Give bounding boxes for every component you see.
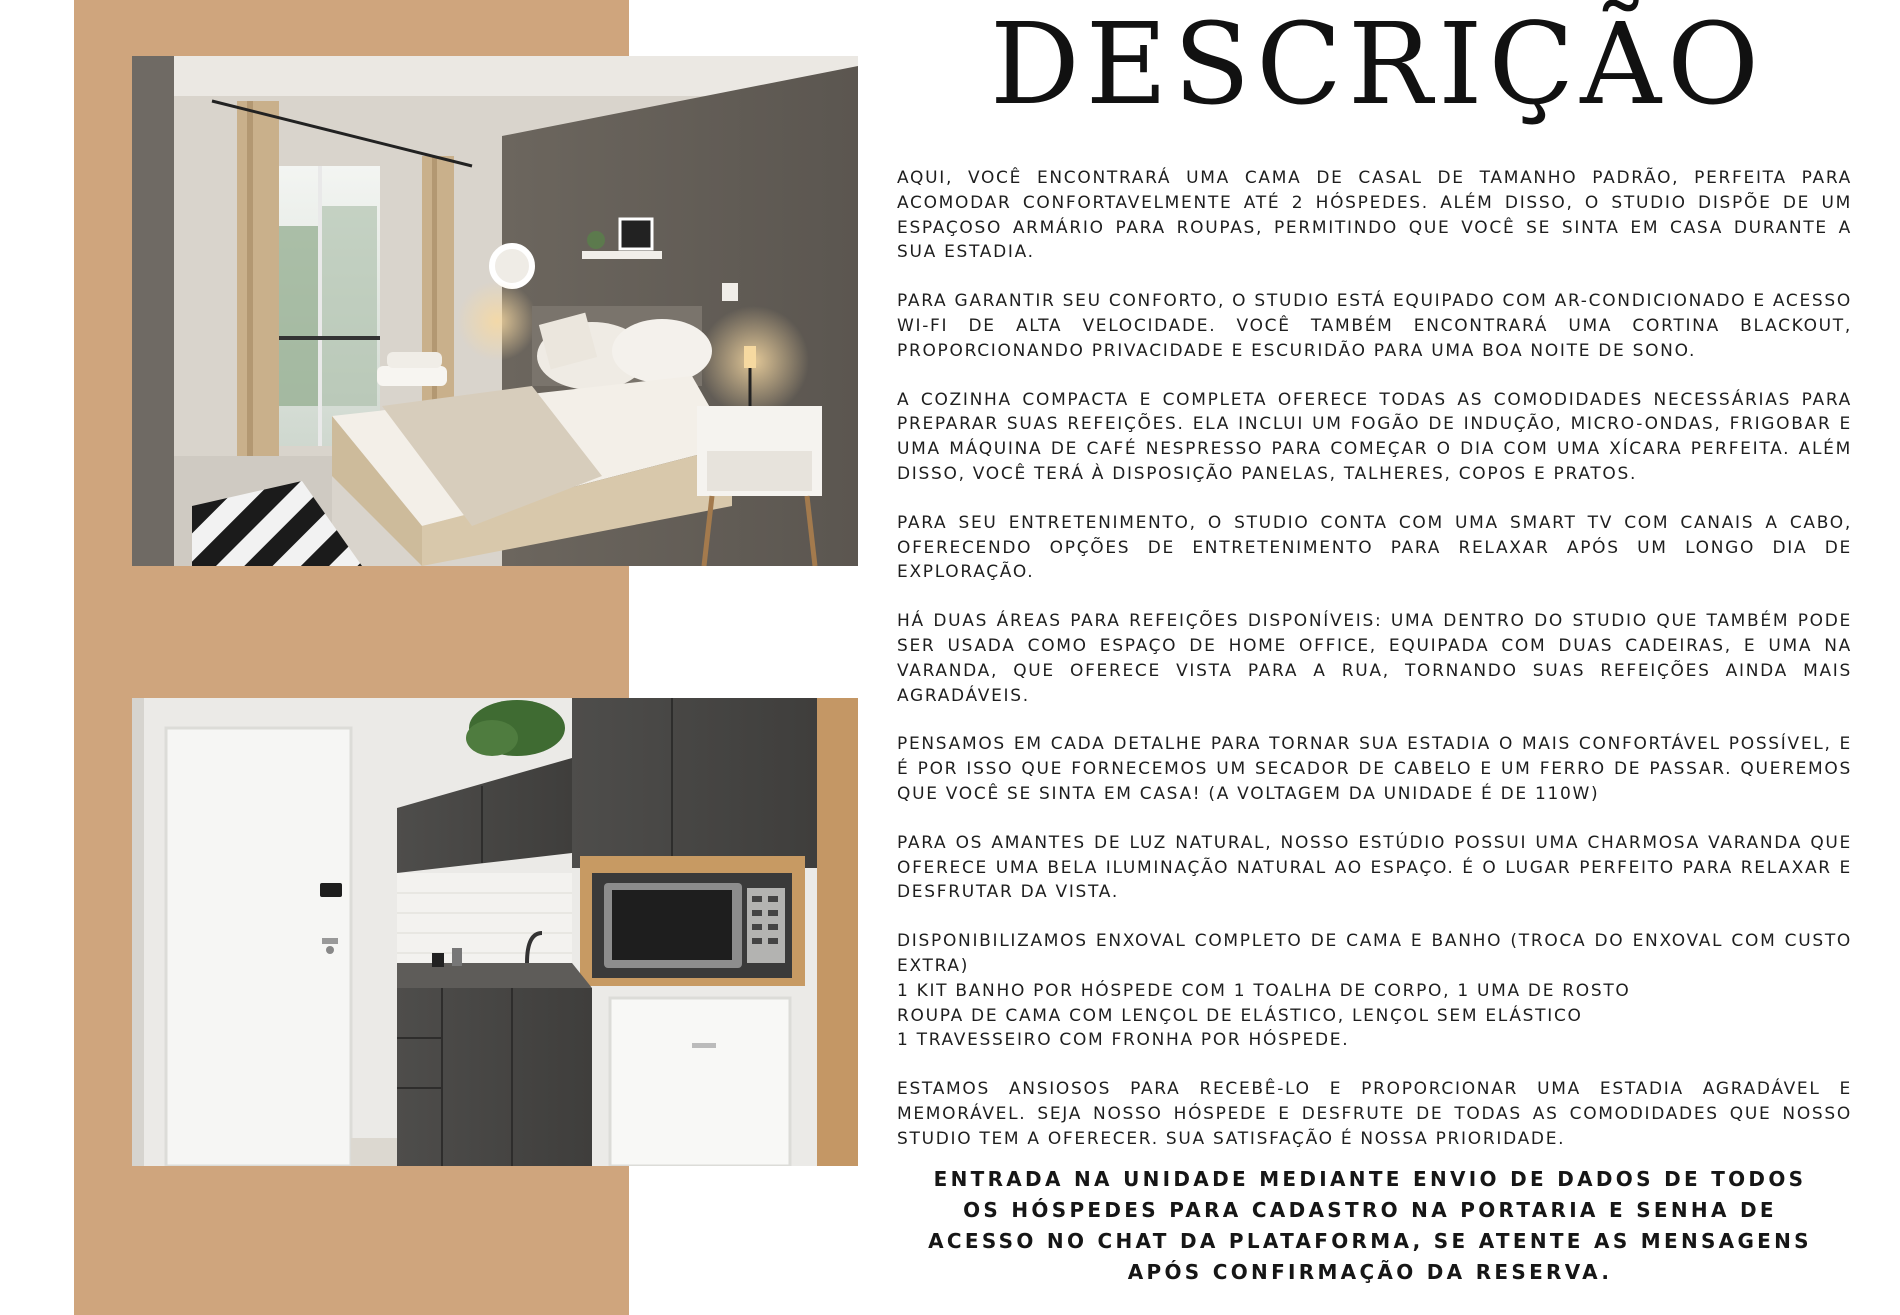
paragraph-comfort: PARA GARANTIR SEU CONFORTO, O STUDIO ESTÁ EQUIPADO COM AR-CONDICIONADO E ACESSO WI-FI DE ALTA VELOCIDADE. VOCÊ TAMBÉM ENCONTRARÁ UMA CORTINA BLACKOUT, PROPORCIONANDO PRIVACIDADE E ESCURIDÃO PARA UMA BOA NOITE DE SONO. <box>897 291 1852 361</box>
linens-item: 1 TRAVESSEIRO COM FRONHA POR HÓSPEDE. <box>897 1030 1350 1051</box>
linens-item: ROUPA DE CAMA COM LENÇOL DE ELÁSTICO, LENÇOL SEM ELÁSTICO <box>897 1005 1583 1026</box>
paragraph-entertainment: PARA SEU ENTRETENIMENTO, O STUDIO CONTA COM UMA SMART TV COM CANAIS A CABO, OFERECENDO OPÇÕES DE ENTRETENIMENTO PARA RELAXAR APÓS UM LONGO DIA DE EXPLORAÇÃO. <box>897 512 1852 583</box>
paragraph-details: PENSAMOS EM CADA DETALHE PARA TORNAR SUA ESTADIA O MAIS CONFORTÁVEL POSSÍVEL, E É POR ISSO QUE FORNECEMOS UM SECADOR DE CABELO E UM FERRO DE PASSAR. QUEREMOS QUE VOCÊ SE SINTA EM CASA! (A VOLTAGEM DA UNIDADE É DE 110W) <box>897 734 1852 804</box>
description-body <box>897 166 1852 1176</box>
kitchenette-photo <box>132 698 858 1166</box>
paragraph-balcony: PARA OS AMANTES DE LUZ NATURAL, NOSSO ESTÚDIO POSSUI UMA CHARMOSA VARANDA QUE OFERECE UMA BELA ILUMINAÇÃO NATURAL AO ESPAÇO. É O LUGAR PERFEITO PARA RELAXAR E DESFRUTAR DA VISTA. <box>897 832 1852 903</box>
paragraph-kitchen: A COZINHA COMPACTA E COMPLETA OFERECE TODAS AS COMODIDADES NECESSÁRIAS PARA PREPARAR SUAS REFEIÇÕES. ELA INCLUI UM FOGÃO DE INDUÇÃO, MICRO-ONDAS, FRIGOBAR E UMA MÁQUINA DE CAFÉ NESPRESSO PARA COMEÇAR O DIA COM UMA XÍCARA PERFEITA. ALÉM DISSO, VOCÊ TERÁ À DISPOSIÇÃO PANELAS, TALHERES, COPOS E PRATOS. <box>897 389 1852 484</box>
paragraph-closing: ESTAMOS ANSIOSOS PARA RECEBÊ-LO E PROPORCIONAR UMA ESTADIA AGRADÁVEL E MEMORÁVEL. SEJA NOSSO HÓSPEDE E DESFRUTE DE TODAS AS COMODIDADES QUE NOSSO STUDIO TEM A OFERECER. SUA SATISFAÇÃO É NOSSA PRIORIDADE. <box>897 1079 1852 1149</box>
linens-intro: DISPONIBILIZAMOS ENXOVAL COMPLETO DE CAMA E BANHO (TROCA DO ENXOVAL COM CUSTO EXTRA) <box>897 931 1852 976</box>
check-in-notice: ENTRADA NA UNIDADE MEDIANTE ENVIO DE DADOS DE TODOS OS HÓSPEDES PARA CADASTRO NA PORTARIA E SENHA DE ACESSO NO CHAT DA PLATAFORMA, SE ATENTE AS MENSAGENS APÓS CONFIRMAÇÃO DA RESERVA. <box>928 1167 1812 1284</box>
paragraph-bed: AQUI, VOCÊ ENCONTRARÁ UMA CAMA DE CASAL DE TAMANHO PADRÃO, PERFEITA PARA ACOMODAR CONFORTAVELMENTE ATÉ 2 HÓSPEDES. ALÉM DISSO, O STUDIO DISPÕE DE UM ESPAÇOSO ARMÁRIO PARA ROUPAS, PERMITINDO QUE VOCÊ SE SINTA EM CASA DURANTE A SUA ESTADIA. <box>897 168 1852 263</box>
linens-item: 1 KIT BANHO POR HÓSPEDE COM 1 TOALHA DE CORPO, 1 UMA DE ROSTO <box>897 980 1631 1001</box>
bedroom-photo <box>132 56 858 566</box>
paragraph-dining: HÁ DUAS ÁREAS PARA REFEIÇÕES DISPONÍVEIS: UMA DENTRO DO STUDIO QUE TAMBÉM PODE SER USADA COMO ESPAÇO DE HOME OFFICE, EQUIPADA COM DUAS CADEIRAS, E UMA NA VARANDA, QUE OFERECE VISTA PARA A RUA, TORNANDO SUAS REFEIÇÕES AINDA MAIS AGRADÁVEIS. <box>897 611 1852 706</box>
paragraph-linens <box>897 929 1852 1053</box>
page-title: DESCRIÇÃO <box>990 0 1765 130</box>
